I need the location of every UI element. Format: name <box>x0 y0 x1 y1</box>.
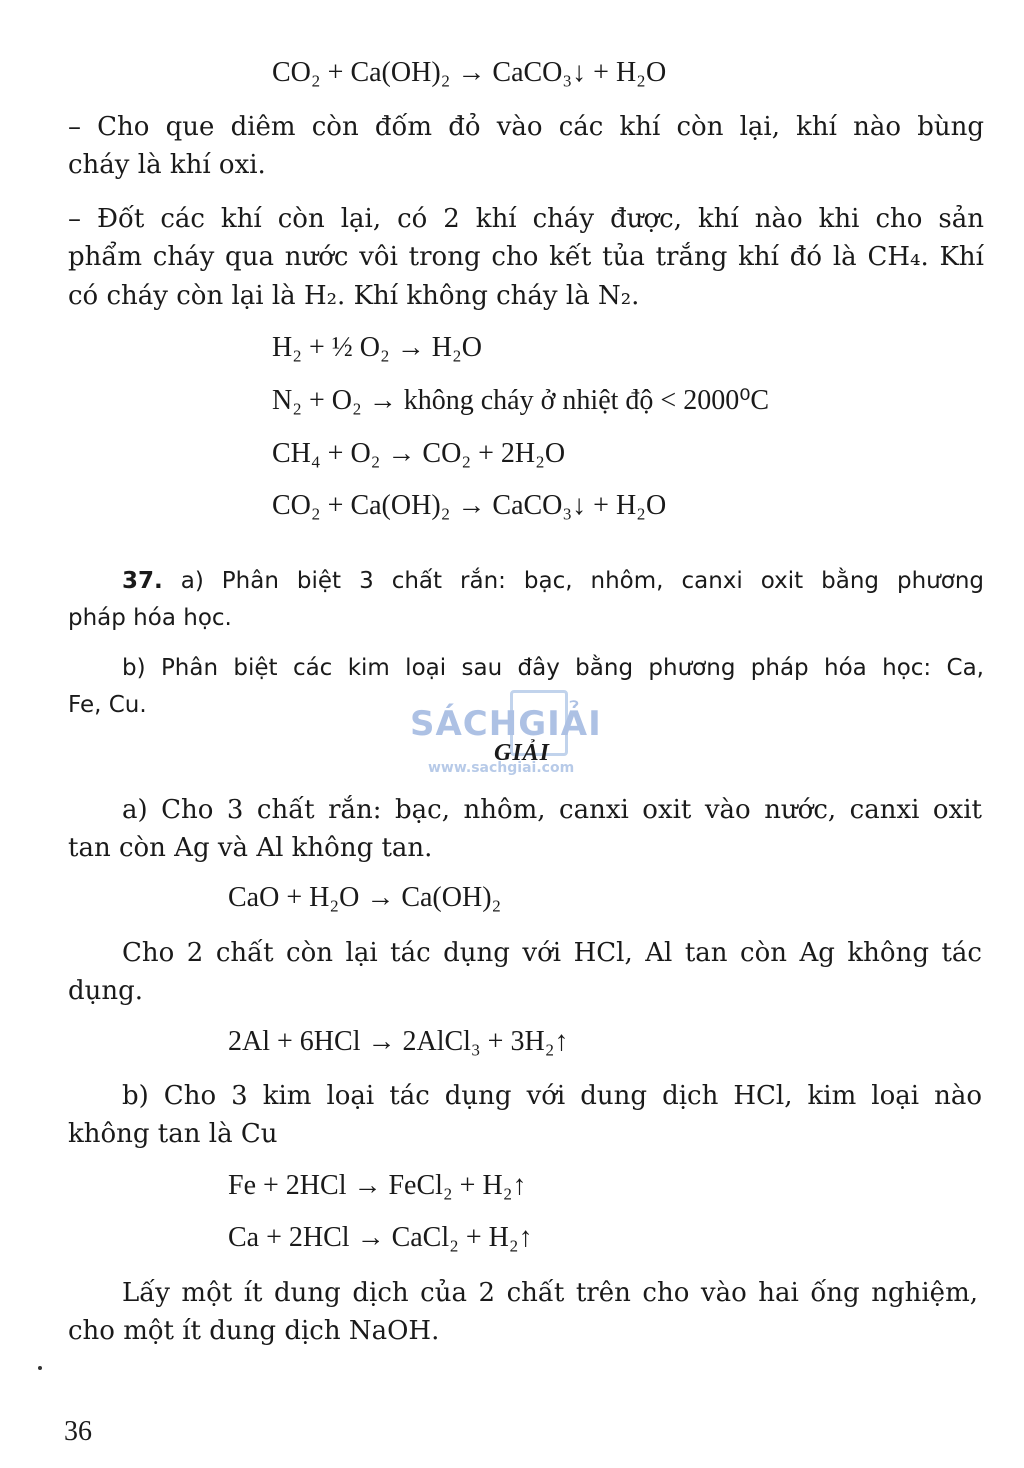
page-number: 36 <box>64 1416 92 1447</box>
equation-ca-hcl: Ca + 2HCl → CaCl₂ + H₂↑ <box>228 1222 533 1253</box>
paragraph-oxygen-test-line1: – Cho que diêm còn đốm đỏ vào các khí còn lại, khí nào bùng <box>68 112 984 142</box>
equation-al-hcl: 2Al + 6HCl → 2AlCl₃ + 3H₂↑ <box>228 1026 569 1057</box>
equation-n2-no-combustion: N₂ + O₂ → không cháy ở nhiệt độ < 2000⁰C <box>272 385 770 416</box>
paragraph-burn-test-line2: phẩm cháy qua nước vôi trong cho kết tủa trắng khí đó là CH₄. Khí <box>68 242 984 272</box>
problem-37-part-a-line2: pháp hóa học. <box>68 605 232 631</box>
equation-ch4-combustion: CH₄ + O₂ → CO₂ + 2H₂O <box>272 438 566 469</box>
equation-h2-combustion: H₂ + ½ O₂ → H₂O <box>272 332 482 363</box>
equation-cao-water: CaO + H₂O → Ca(OH)₂ <box>228 882 502 913</box>
problem-37-part-a-line1 <box>122 566 984 596</box>
problem-37-part-b-line1: b) Phân biệt các kim loại sau đây bằng phương pháp hóa học: Ca, <box>122 655 984 681</box>
problem-number: 37. <box>122 568 163 594</box>
problem-37-part-a-text: a) Phân biệt 3 chất rắn: bạc, nhôm, canxi oxit bằng phương <box>180 568 985 594</box>
watermark-text: SÁCHGIẢI <box>410 704 602 744</box>
paragraph-burn-test-line3: có cháy còn lại là H₂. Khí không cháy là N₂. <box>68 281 640 311</box>
solution-c-line1: Lấy một ít dung dịch của 2 chất trên cho vào hai ống nghiệm, <box>122 1278 978 1308</box>
problem-37-part-b-line2: Fe, Cu. <box>68 692 147 718</box>
paragraph-oxygen-test-line2: cháy là khí oxi. <box>68 150 266 180</box>
solution-b-line1: b) Cho 3 kim loại tác dụng với dung dịch HCl, kim loại nào <box>122 1081 982 1111</box>
equation-co2-caoh2-top: CO₂ + Ca(OH)₂ → CaCO₃↓ + H₂O <box>272 57 667 88</box>
paragraph-burn-test-line1: – Đốt các khí còn lại, có 2 khí cháy được, khí nào khi cho sản <box>68 204 984 234</box>
solution-c-line2: cho một ít dung dịch NaOH. <box>68 1316 440 1346</box>
solution-b-line2: không tan là Cu <box>68 1119 278 1149</box>
solution-a-line4: dụng. <box>68 976 144 1006</box>
solution-a-line2: tan còn Ag và Al không tan. <box>68 833 433 863</box>
equation-fe-hcl: Fe + 2HCl → FeCl₂ + H₂↑ <box>228 1170 527 1201</box>
solution-a-line3: Cho 2 chất còn lại tác dụng với HCl, Al tan còn Ag không tác <box>122 938 982 968</box>
solution-heading: GIẢI <box>494 740 551 766</box>
print-speck <box>38 1366 42 1370</box>
watermark-url: www.sachgiai.com <box>428 760 575 776</box>
equation-co2-limewater: CO₂ + Ca(OH)₂ → CaCO₃↓ + H₂O <box>272 490 667 521</box>
solution-a-line1: a) Cho 3 chất rắn: bạc, nhôm, canxi oxit vào nước, canxi oxit <box>122 795 982 825</box>
